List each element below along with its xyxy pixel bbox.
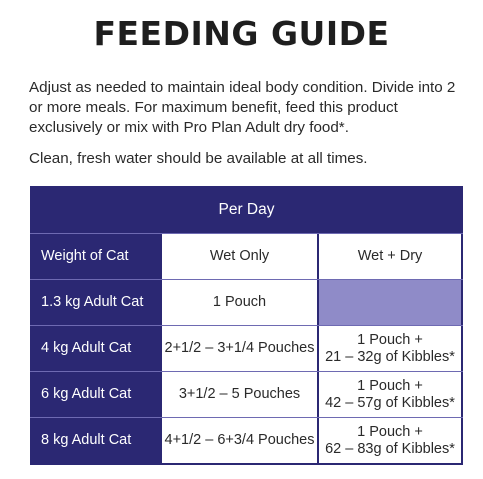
row-wet-only: 2+1/2 – 3+1/4 Pouches xyxy=(160,326,317,371)
intro-paragraph: Adjust as needed to maintain ideal body condition. Divide into 2 or more meals. For maximum benefit, feed this product exclusively or mix with Pro Plan Adult dry food*. xyxy=(29,79,456,136)
wet-dry-line-2: 21 – 32g of Kibbles* xyxy=(325,348,455,365)
row-wet-only: 4+1/2 – 6+3/4 Pouches xyxy=(160,418,317,463)
header-wet-only: Wet Only xyxy=(160,234,317,279)
table-header-row xyxy=(30,233,463,279)
table-row xyxy=(30,279,463,325)
row-wet-dry-empty xyxy=(317,280,463,325)
table-row xyxy=(30,325,463,371)
wet-dry-line-1: 1 Pouch + xyxy=(357,331,423,348)
row-weight: 4 kg Adult Cat xyxy=(30,326,160,371)
row-wet-only: 1 Pouch xyxy=(160,280,317,325)
table-row xyxy=(30,417,463,465)
feeding-table xyxy=(30,186,463,465)
header-weight: Weight of Cat xyxy=(30,234,160,279)
row-wet-dry xyxy=(317,372,463,417)
water-note: Clean, fresh water should be available at all times. xyxy=(29,150,368,167)
wet-dry-line-2: 62 – 83g of Kibbles* xyxy=(325,440,455,457)
wet-dry-line-2: 42 – 57g of Kibbles* xyxy=(325,394,455,411)
row-wet-only: 3+1/2 – 5 Pouches xyxy=(160,372,317,417)
row-weight: 8 kg Adult Cat xyxy=(30,418,160,463)
header-wet-dry: Wet + Dry xyxy=(317,234,463,279)
row-wet-dry xyxy=(317,326,463,371)
per-day-band: Per Day xyxy=(218,200,275,218)
row-wet-dry xyxy=(317,418,463,463)
row-weight: 6 kg Adult Cat xyxy=(30,372,160,417)
wet-dry-line-1: 1 Pouch + xyxy=(357,377,423,394)
wet-dry-line-1: 1 Pouch + xyxy=(357,423,423,440)
row-weight: 1.3 kg Adult Cat xyxy=(30,280,160,325)
table-row xyxy=(30,371,463,417)
page-title: FEEDING GUIDE xyxy=(93,14,390,53)
